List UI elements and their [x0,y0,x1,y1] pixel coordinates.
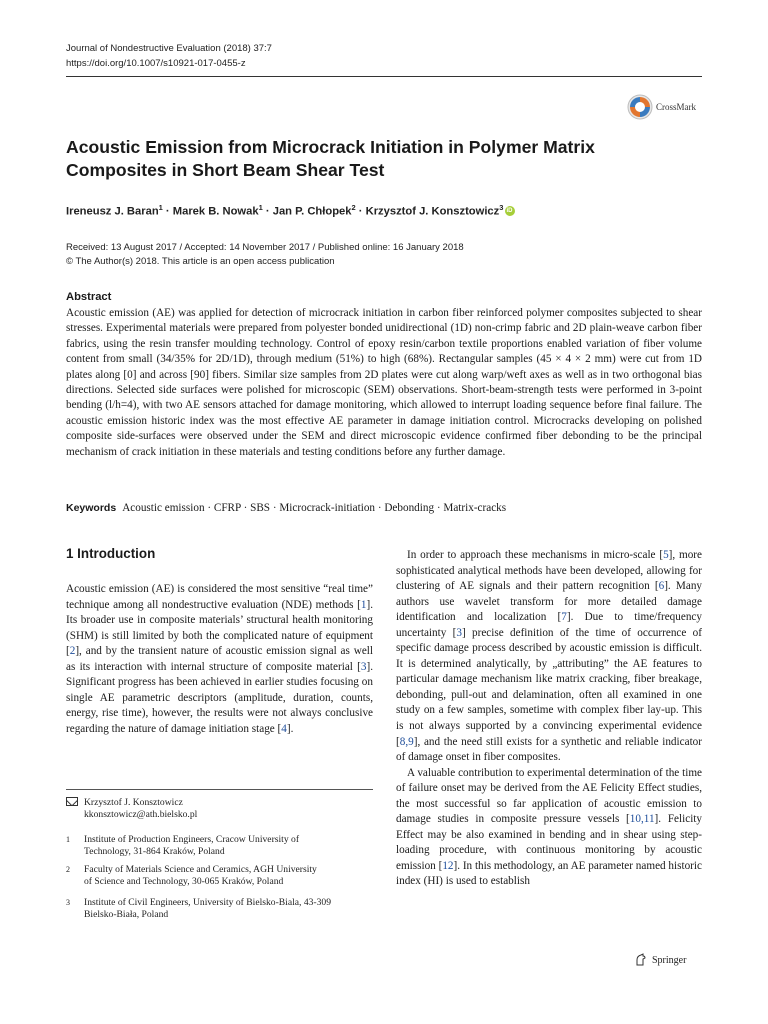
citation-link[interactable]: 12 [442,859,454,872]
affiliation [66,864,324,889]
abstract-text: Acoustic emission (AE) was applied for detection of microcrack initiation in carbon fiber reinforced polymer composites subjected to shear stresses. Experimental materials were prepared from polyester bonded unidirectional (1D) non-crimp fabric and 2D plain-weave carbon fiber fabrics, using the resin transfer moulding technology. Control of epoxy resin/carbon textile proportions enabled variation of fiber volume content from small (34/35% for 2D/1D), through medium (51%) to high (68%). Rectangular samples (45 × 4 × 2 mm) were cut from 1D plates along [0] and across [90] fibers. Similar size samples from 2D plates were cut along warp/weft axes as well as in two orthogonal bias directions. Selected side surfaces were polished for microscopic (SEM) observations. Short-beam-strength tests were performed in 3-point bending (l/h=4), with two AE sensors attached for damage monitoring, which allowed to interrupt loading sequence before final failure. The acoustic emission historic index was the most effective AE parameter in damage initiation control. Microcracks developing on polished composite side-surfaces were observed under the SEM and direct microscopic evidence confirmed fiber debonding to be the principal mechanism of crack initiation in these materials and testing conditions before any further damage. [66,307,702,458]
publisher-logo [634,953,686,967]
article-title: Acoustic Emission from Microcrack Initiation in Polymer Matrix Composites in Short Beam Shear Test [66,137,595,180]
corresponding-author [66,797,197,822]
crossmark-label: CrossMark [656,102,696,112]
journal-header [66,41,272,71]
author-list: Ireneusz J. Baran$^1$ · Marek B. Nowak$^1$ · Jan P. Chłopek$^2$ · Krzysztof J. Konsztowicz$^3$iD [66,203,515,218]
paragraph: In order to approach these mechanisms in micro-scale [5], more sophisticated analytical methods have been developed, allowing for clustering of AE signals and their pattern recognition [6]. Many authors use wavelet transform for more detailed damage identification and localization [7]. Due to time/frequency uncertainty [3] precise definition of the time of occurrence of specific damage process described by acoustic emission is difficult. It is determined analytically, by „attributing” the AE features to particular damage mechanism like matrix cracking, fiber breakage, debonding, pull-out and delamination, often all examined in one study on a few samples, sometime with complex fiber lay-up. This is not always supported by a convincing experimental evidence [8,9], and the need still exists for a synthetic and reliable indicator of damage onset in fiber composites. [396,549,703,764]
paragraph: A valuable contribution to experimental determination of the time of failure onset may be derived from the AE Felicity Effect studies, the most successful so far application of acoustic emission to damage studies in composite pressure vessels [10,11]. Felicity Effect may be also examined in bending and in shear using step-loading procedure, with continuous monitoring by acoustic emission [12]. In this methodology, an AE parameter named historic index (HI) is used to establish [396,766,703,888]
author-affiliation-sup: 1 [258,203,263,212]
citation-link[interactable]: 1 [360,598,367,611]
copyright-notice: © The Author(s) 2018. This article is an open access publication [66,256,335,267]
author-affiliation-sup: 2 [351,203,356,212]
keywords-label: Keywords [66,502,117,514]
keywords-list: Acoustic emission · CFRP · SBS · Microcrack-initiation · Debonding · Matrix-cracks [122,502,507,514]
affiliation-text: Institute of Civil Engineers, University of Bielsko-Biala, 43-309 Bielsko-Biała, Poland [84,897,332,921]
citation-link[interactable]: 4 [281,722,287,735]
affiliation [66,897,344,922]
author-name: Krzysztof J. Konsztowicz [365,205,500,218]
affiliation-number: 3 [66,898,70,907]
author-affiliation-sup: 1 [158,203,163,212]
citation-link[interactable]: 10,11 [629,813,655,826]
affiliation-number: 2 [66,865,70,874]
orcid-icon[interactable] [505,206,515,216]
section-heading: 1 Introduction [66,546,156,561]
right-column [396,548,702,890]
crossmark-badge[interactable] [627,94,696,120]
header-rule [66,76,702,77]
corresponding-name: Krzysztof J. Konsztowicz [84,797,183,808]
envelope-icon [66,797,84,822]
abstract-heading: Abstract [66,291,112,303]
citation-link[interactable]: 2 [69,645,76,658]
affiliation-number: 1 [66,835,70,844]
affiliation [66,834,314,859]
footnote-rule [66,789,373,790]
journal-citation: Journal of Nondestructive Evaluation (2018) 37:7 [66,43,272,54]
author-affiliation-sup: 3 [499,203,504,212]
citation-link[interactable]: 6 [658,580,665,593]
publication-dates [66,241,464,269]
publisher-name: Springer [652,954,687,966]
author-name: Jan P. Chłopek [272,205,352,218]
citation-link[interactable]: 3 [456,626,462,639]
paragraph: Acoustic emission (AE) is considered the most sensitive “real time” technique among all nondestructive evaluation (NDE) methods [1]. Its broader use in composite materials’ structural health monitoring (SHM) is still limited by both the complicated nature of equipment [2], and by the transient nature of acoustic emission signal as well as its interaction with internal structure of composite material [3]. Significant progress has been achieved in earlier studies focusing on single AE parametric descriptors (amplitude, duration, counts, energy, rise time), however, the results were not always conclusive regarding the nature of damage initiation stage [4]. [66,583,373,735]
crossmark-icon [627,94,653,120]
author-name: Ireneusz J. Baran [66,205,159,218]
citation-link[interactable]: 5 [663,549,669,561]
left-column [66,582,373,737]
doi-link[interactable]: https://doi.org/10.1007/s10921-017-0455-z [66,58,246,69]
affiliation-text: Faculty of Materials Science and Ceramics, AGH University of Science and Technology, 30-065 Kraków, Poland [84,864,317,888]
author-name: Marek B. Nowak [172,205,259,218]
springer-horse-icon [634,953,648,967]
citation-link[interactable]: 7 [561,611,567,624]
citation-link[interactable]: 3 [360,660,367,673]
received-accepted-published: Received: 13 August 2017 / Accepted: 14 November 2017 / Published online: 16 January 2018 [66,242,464,253]
affiliation-text: Institute of Production Engineers, Cracow University of Technology, 31-864 Kraków, Poland [84,834,300,858]
keywords [66,501,506,516]
corresponding-email[interactable]: kkonsztowicz@ath.bielsko.pl [84,809,198,821]
citation-link[interactable]: 8,9 [399,735,414,748]
